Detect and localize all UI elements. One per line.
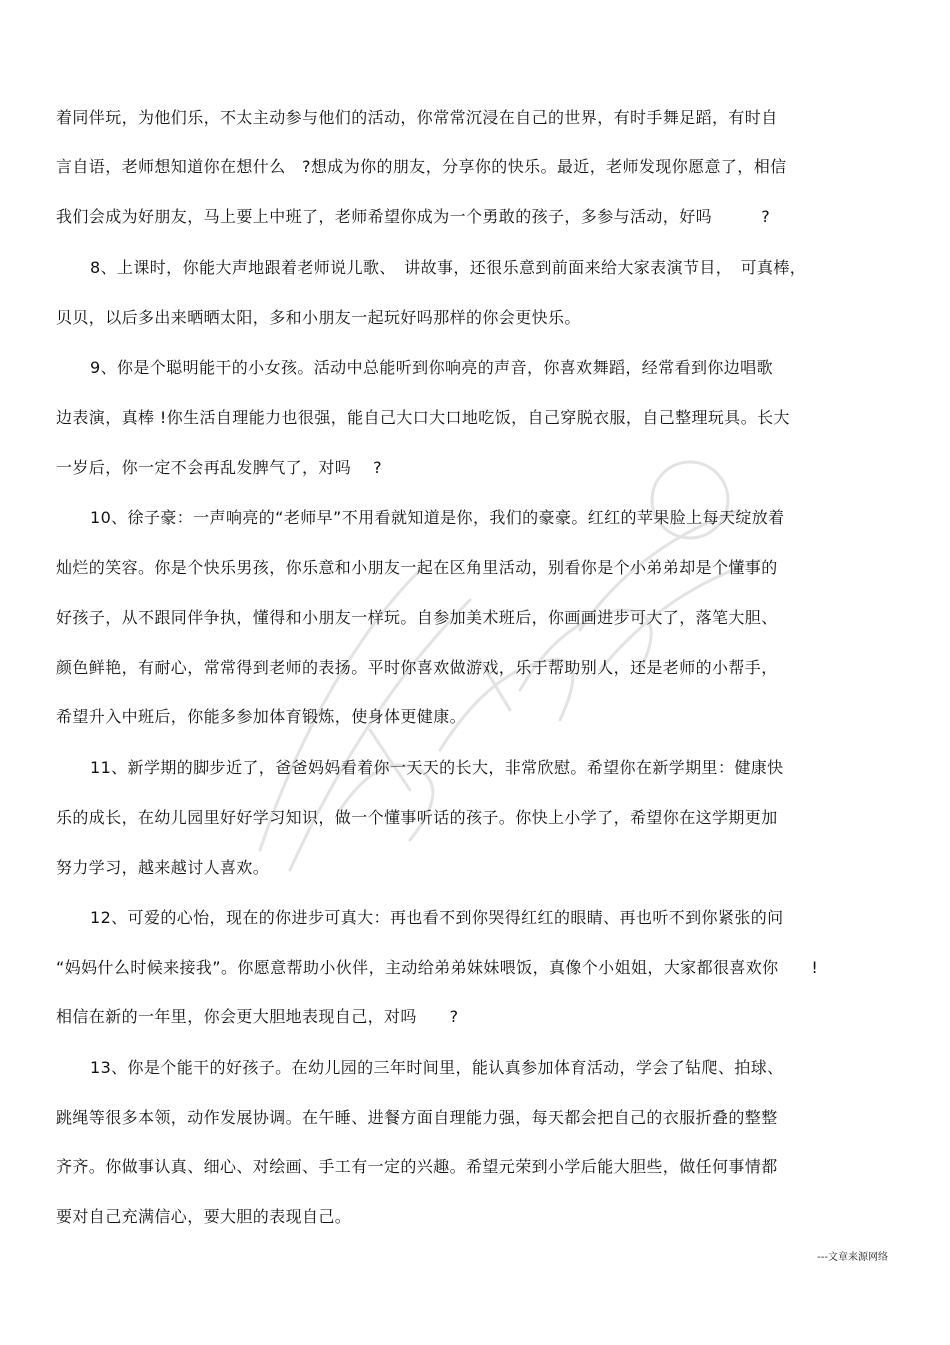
text-line: 颜色鲜艳，有耐心，常常得到老师的表扬。平时你喜欢做游戏，乐于帮助别人，还是老师的小帮手， [56, 658, 778, 677]
text-line: 13、你是个能干的好孩子。在幼儿园的三年时间里，能认真参加体育活动，学会了钻爬、拍球、 [90, 1058, 784, 1077]
text-line: 齐齐。你做事认真、细心、对绘画、手工有一定的兴趣。希望元荣到小学后能大胆些，做任何事情都 [56, 1157, 778, 1176]
text-line: 一岁后，你一定不会再乱发脾气了，对吗 ? [56, 458, 382, 477]
text-line: 贝贝，以后多出来晒晒太阳，多和小朋友一起玩好吗那样的你会更快乐。 [56, 308, 581, 327]
text-line: 跳绳等很多本领，动作发展协调。在午睡、进餐方面自理能力强，每天都会把自己的衣服折叠的整整 [56, 1108, 778, 1127]
text-line: 10、徐子豪：一声响亮的“老师早”不用看就知道是你，我们的豪豪。红红的苹果脸上每天绽放着 [90, 508, 785, 527]
text-line: 边表演，真棒 !你生活自理能力也很强，能自己大口大口地吃饭，自己穿脱衣服，自己整理玩具。长大 [56, 408, 790, 427]
text-line: 乐的成长，在幼儿园里好好学习知识，做一个懂事听话的孩子。你快上小学了，希望你在这学期更加 [56, 808, 778, 827]
text-line: 相信在新的一年里，你会更大胆地表现自己，对吗 ? [56, 1007, 459, 1026]
source-footer: ---文章来源网络 [817, 1252, 888, 1263]
text-line: 12、可爱的心怡，现在的你进步可真大：再也看不到你哭得红红的眼睛、再也听不到你紧张的问 [90, 908, 784, 927]
text-line: 好孩子，从不跟同伴争执，懂得和小朋友一样玩。自参加美术班后，你画画进步可大了，落笔大胆、 [56, 608, 778, 627]
text-line: 8、上课时，你能大声地跟着老师说儿歌、 讲故事，还很乐意到前面来给大家表演节目， 可真棒， [90, 258, 807, 277]
text-line: 言自语，老师想知道你在想什么 ?想成为你的朋友，分享你的快乐。最近，老师发现你愿意了，相信 [56, 157, 787, 176]
text-line: 要对自己充满信心，要大胆的表现自己。 [56, 1207, 352, 1226]
text-line: 灿烂的笑容。你是个快乐男孩，你乐意和小朋友一起在区角里活动，别看你是个小弟弟却是个懂事的 [56, 558, 778, 577]
text-line: 着同伴玩，为他们乐，不太主动参与他们的活动，你常常沉浸在自己的世界，有时手舞足蹈，有时自 [56, 108, 778, 127]
text-line: 我们会成为好朋友，马上要上中班了，老师希望你成为一个勇敢的孩子，多参与活动，好吗 ? [56, 207, 771, 226]
text-line: 努力学习，越来越讨人喜欢。 [56, 858, 270, 877]
text-line: 希望升入中班后，你能多参加体育锻炼，使身体更健康。 [56, 707, 467, 726]
text-line: 9、你是个聪明能干的小女孩。活动中总能听到你响亮的声音，你喜欢舞蹈，经常看到你边唱歌 [90, 358, 773, 377]
text-line: “妈妈什么时候来接我”。你愿意帮助小伙伴，主动给弟弟妹妹喂饭，真像个小姐姐，大家都很喜欢你 ! [56, 958, 819, 977]
text-line: 11、新学期的脚步近了，爸爸妈妈看着你一天天的长大，非常欣慰。希望你在新学期里：健康快 [90, 758, 784, 777]
